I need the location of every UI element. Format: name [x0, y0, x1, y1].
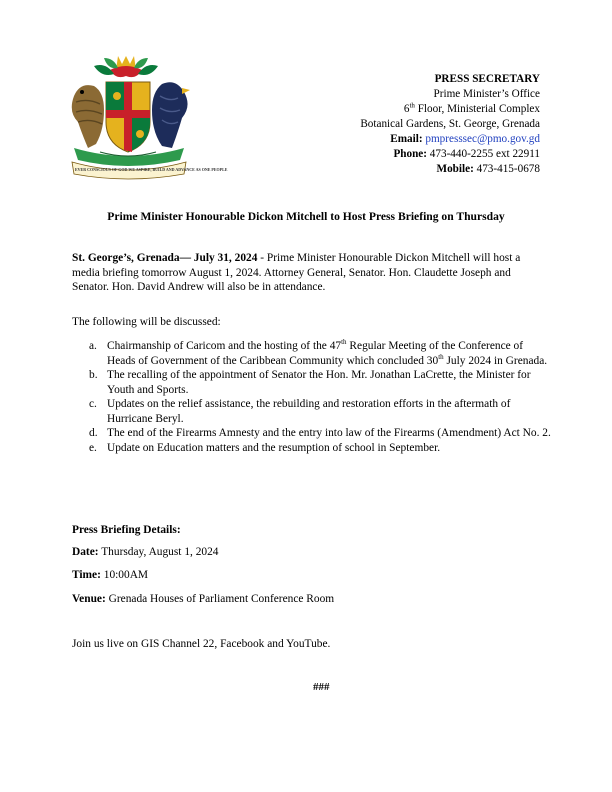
coat-of-arms-icon — [60, 52, 228, 180]
list-item: b. The recalling of the appointment of Senator the Hon. Mr. Jonathan LaCrette, the Minister for Youth and Sports. — [89, 369, 531, 396]
agenda-list — [72, 339, 552, 455]
end-mark: ### — [313, 681, 330, 693]
crest-motto: EVER CONSCIOUS OF GOD WE ASPIRE, BUILD AND ADVANCE AS ONE PEOPLE — [75, 167, 228, 172]
email-link[interactable]: pmpresssec@pmo.gov.gd — [425, 133, 540, 145]
mobile-line: Mobile: 473-415-0678 — [436, 163, 540, 175]
contact-block — [240, 72, 540, 177]
headline: Prime Minister Honourable Dickon Mitchell to Host Press Briefing on Thursday — [107, 210, 505, 223]
office-name: Prime Minister’s Office — [433, 88, 540, 100]
details-date: Date: Thursday, August 1, 2024 — [72, 546, 219, 558]
office-floor: 6th Floor, Ministerial Complex — [403, 101, 540, 115]
intro-text: The following will be discussed: — [72, 316, 221, 328]
phone-line: Phone: 473-440-2255 ext 22911 — [393, 148, 540, 160]
details-heading: Press Briefing Details: — [72, 524, 181, 536]
list-item: c. Updates on the relief assistance, the rebuilding and restoration efforts in the aftermath of Hurricane Beryl. — [89, 398, 511, 425]
list-item: a. Chairmanship of Caricom and the hosting of the 47th Regular Meeting of the Conference of Heads of Government of the Caribbean Community which concluded 30th July 2024 in Grenada. — [89, 338, 548, 367]
list-item: d. The end of the Firearms Amnesty and the entry into law of the Firearms (Amendment) Act No. 2. — [89, 427, 551, 439]
dateline: St. George’s, Grenada— July 31, 2024 — [72, 252, 258, 264]
join-text: Join us live on GIS Channel 22, Facebook and YouTube. — [72, 638, 331, 650]
email-line: Email: pmpresssec@pmo.gov.gd — [390, 133, 540, 145]
office-address: Botanical Gardens, St. George, Grenada — [360, 118, 540, 130]
lead-text: - Prime Minister Honourable Dickon Mitchell will host a media briefing tomorrow August 1, 2024. Attorney General, Senator. Hon. Claudette Joseph and Senator. Hon. David Andrew will also be in attendance. — [72, 252, 521, 293]
details-venue: Venue: Grenada Houses of Parliament Conference Room — [72, 593, 335, 605]
lead-paragraph — [72, 251, 542, 295]
press-secretary-title: PRESS SECRETARY — [434, 73, 540, 85]
list-item: e. Update on Education matters and the resumption of school in September. — [89, 441, 441, 454]
details-time: Time: 10:00AM — [72, 569, 149, 581]
